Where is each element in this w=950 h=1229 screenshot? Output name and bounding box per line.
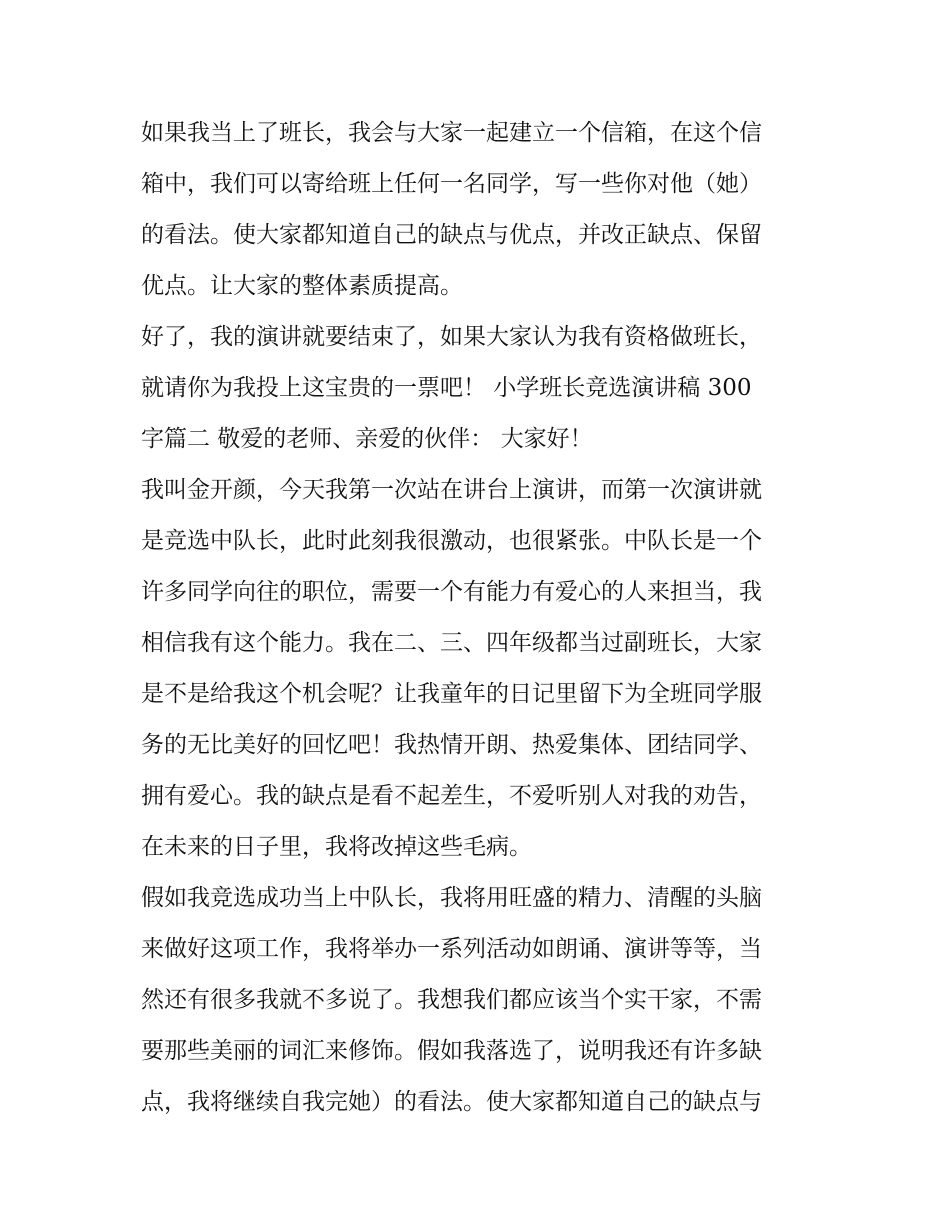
text-line: 是竞选中队长，此时此刻我很激动，也很紧张。中队长是一个 — [141, 528, 762, 554]
text-line: 相信我有这个能力。我在二、三、四年级都当过副班长，大家 — [141, 630, 762, 656]
text-line: 是不是给我这个机会呢？让我童年的日记里留下为全班同学服 — [141, 681, 762, 707]
text-line: 要那些美丽的词汇来修饰。假如我落选了，说明我还有许多缺 — [141, 1038, 762, 1064]
text-line: 然还有很多我就不多说了。我想我们都应该当个实干家，不需 — [141, 987, 762, 1013]
text-line: 的看法。使大家都知道自己的缺点与优点，并改正缺点、保留 — [141, 222, 762, 248]
text-line: 好了，我的演讲就要结束了，如果大家认为我有资格做班长， — [141, 324, 762, 350]
text-line: 我叫金开颜，今天我第一次站在讲台上演讲，而第一次演讲就 — [141, 477, 762, 503]
document-body — [141, 108, 813, 1128]
text-line: 来做好这项工作，我将举办一系列活动如朗诵、演讲等等，当 — [141, 936, 762, 962]
text-line: 箱中，我们可以寄给班上任何一名同学，写一些你对他（她） — [141, 171, 762, 197]
text-line: 点，我将继续自我完她）的看法。使大家都知道自己的缺点与 — [141, 1089, 762, 1115]
text-line: 在未来的日子里，我将改掉这些毛病。 — [141, 834, 532, 860]
text-line: 就请你为我投上这宝贵的一票吧！ 小学班长竞选演讲稿 300 — [141, 375, 752, 401]
text-line: 许多同学向往的职位，需要一个有能力有爱心的人来担当，我 — [141, 579, 762, 605]
text-line: 假如我竞选成功当上中队长，我将用旺盛的精力、清醒的头脑 — [141, 885, 762, 911]
text-line: 优点。让大家的整体素质提高。 — [141, 273, 463, 299]
text-line: 如果我当上了班长，我会与大家一起建立一个信箱，在这个信 — [141, 120, 762, 146]
text-line: 字篇二 敬爱的老师、亲爱的伙伴： 大家好！ — [141, 426, 593, 452]
text-line: 拥有爱心。我的缺点是看不起差生，不爱听别人对我的劝告， — [141, 783, 762, 809]
text-line: 务的无比美好的回忆吧！我热情开朗、热爱集体、团结同学、 — [141, 732, 762, 758]
